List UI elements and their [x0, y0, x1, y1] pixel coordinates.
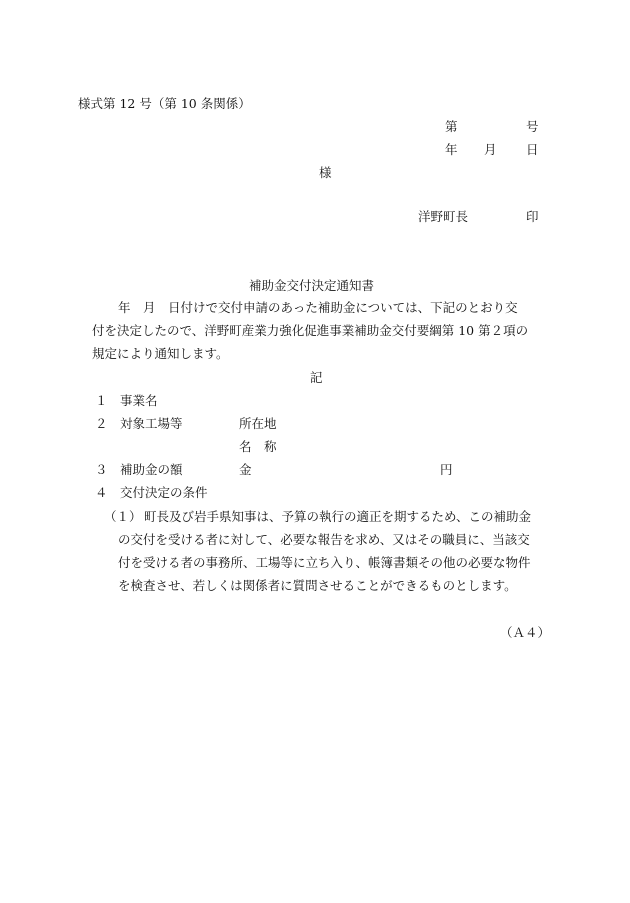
- item-2-label: 対象工場等: [120, 416, 183, 431]
- body-line-2: 付を決定したので、洋野町産業力強化促進事業補助金交付要綱第 10 第２項の: [92, 323, 529, 338]
- addressee-suffix: 様: [319, 165, 332, 180]
- paper-size-label: （Ａ４）: [500, 625, 551, 640]
- date-year: 年: [445, 142, 458, 157]
- date-month: 月: [484, 142, 497, 157]
- ki-heading: 記: [310, 370, 323, 385]
- form-label: 様式第 12 号（第 10 条関係）: [78, 96, 251, 111]
- item-3-label: 補助金の額: [120, 462, 183, 477]
- item-1-label: 事業名: [120, 393, 158, 408]
- issue-number-suffix: 号: [526, 119, 539, 134]
- issue-number-prefix: 第: [445, 119, 458, 134]
- item-4-label: 交付決定の条件: [120, 485, 208, 500]
- condition-line-4: を検査させ、若しくは関係者に質問させることができるものとします。: [118, 578, 517, 593]
- item-3-number: ３: [95, 462, 108, 477]
- condition-number: （１）: [104, 509, 142, 524]
- condition-line-3: 付を受ける者の事務所、工場等に立ち入り、帳簿書類その他の必要な物件: [118, 555, 531, 570]
- seal-mark: 印: [526, 209, 539, 224]
- date-day: 日: [526, 142, 539, 157]
- item-2-number: ２: [95, 416, 108, 431]
- sender-title: 洋野町長: [418, 209, 469, 224]
- amount-prefix: 金: [239, 462, 252, 477]
- body-line-3: 規定により通知します。: [92, 346, 229, 361]
- item-1-number: １: [95, 393, 108, 408]
- body-line-1: 年 月 日付けで交付申請のあった補助金については、下記のとおり交: [118, 300, 518, 315]
- item-4-number: ４: [95, 485, 108, 500]
- condition-line-2: の交付を受ける者に対して、必要な報告を求め、又はその職員に、当該交: [118, 532, 530, 547]
- location-label: 所在地: [239, 416, 277, 431]
- name-label: 名 称: [239, 439, 277, 454]
- condition-line-1: 町長及び岩手県知事は、予算の執行の適正を期するため、この補助金: [144, 509, 532, 524]
- amount-unit: 円: [440, 462, 453, 477]
- document-title: 補助金交付決定通知書: [249, 278, 375, 293]
